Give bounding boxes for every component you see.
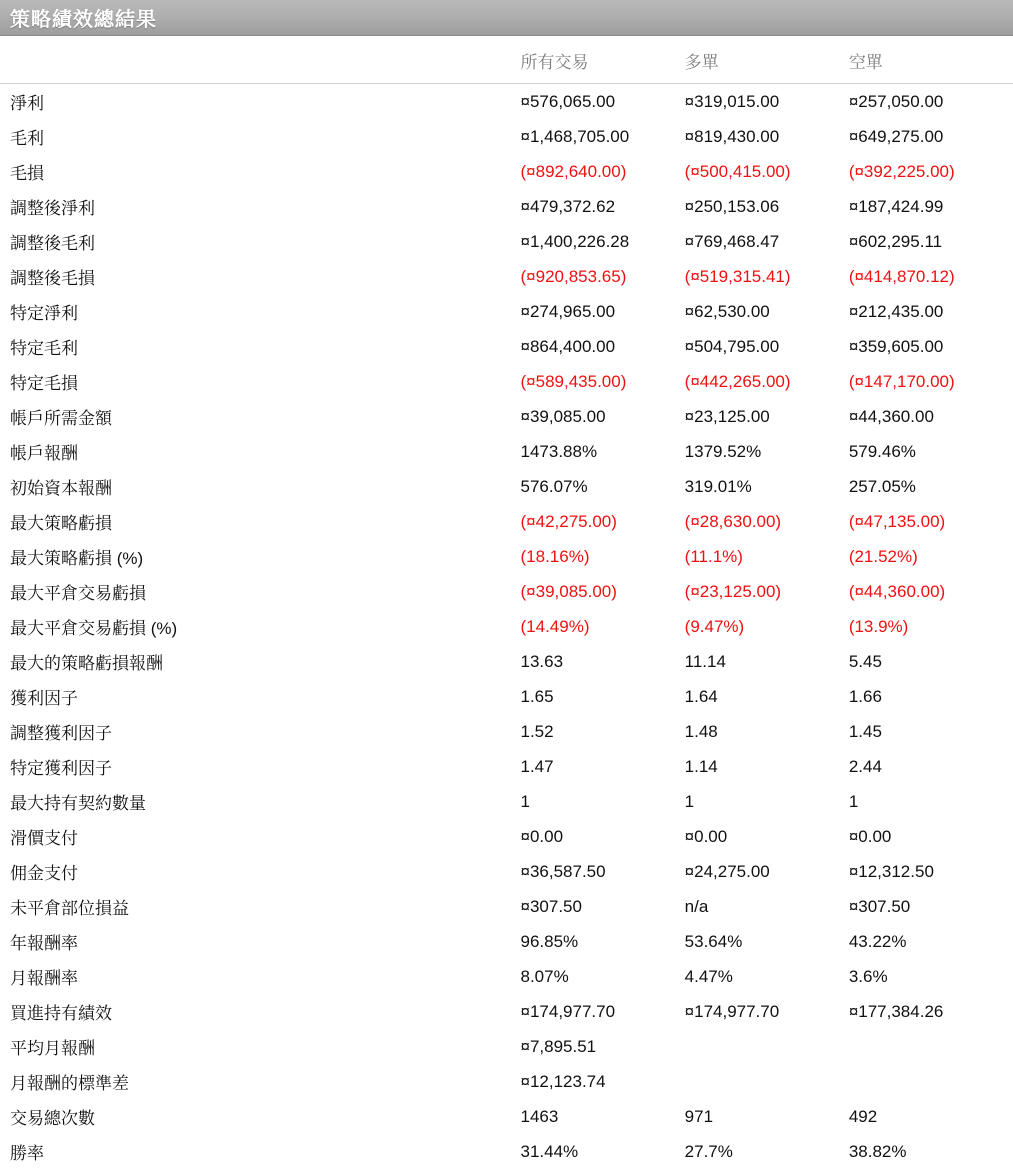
metric-value-all-trades: ¤1,468,705.00 [521, 119, 685, 154]
metric-value-short-trades: ¤187,424.99 [849, 189, 1013, 224]
metric-value-long-trades [685, 1029, 849, 1064]
metric-value-long-trades: 1379.52% [685, 434, 849, 469]
table-row [0, 189, 1013, 224]
metric-value-all-trades: ¤864,400.00 [521, 329, 685, 364]
metric-value-short-trades: ¤602,295.11 [849, 224, 1013, 259]
metric-value-short-trades: (¤414,870.12) [849, 259, 1013, 294]
table-row [0, 294, 1013, 329]
table-row [0, 854, 1013, 889]
metric-value-short-trades [849, 1064, 1013, 1099]
metric-label: 調整獲利因子 [0, 714, 521, 749]
metric-label: 獲利因子 [0, 679, 521, 714]
window-title-bar [0, 0, 1013, 36]
metric-value-long-trades: n/a [685, 889, 849, 924]
metric-label: 滑價支付 [0, 819, 521, 854]
table-row [0, 329, 1013, 364]
metric-value-short-trades: 1.66 [849, 679, 1013, 714]
metric-value-all-trades: ¤39,085.00 [521, 399, 685, 434]
table-row [0, 1029, 1013, 1064]
metric-label: 調整後毛損 [0, 259, 521, 294]
metric-value-long-trades: ¤504,795.00 [685, 329, 849, 364]
metric-value-long-trades: (¤519,315.41) [685, 259, 849, 294]
metric-value-short-trades: ¤12,312.50 [849, 854, 1013, 889]
metric-value-long-trades: ¤24,275.00 [685, 854, 849, 889]
metric-value-short-trades: ¤307.50 [849, 889, 1013, 924]
metric-value-all-trades: (¤42,275.00) [521, 504, 685, 539]
metric-label: 月報酬的標準差 [0, 1064, 521, 1099]
metric-label: 未平倉部位損益 [0, 889, 521, 924]
metric-value-long-trades: 11.14 [685, 644, 849, 679]
column-header-short-trades: 空單 [849, 36, 1013, 84]
metric-value-short-trades: ¤44,360.00 [849, 399, 1013, 434]
table-row [0, 539, 1013, 574]
metric-value-all-trades: ¤274,965.00 [521, 294, 685, 329]
table-row [0, 784, 1013, 819]
metric-value-long-trades: 971 [685, 1099, 849, 1134]
metric-value-long-trades: 27.7% [685, 1134, 849, 1169]
metric-label: 佣金支付 [0, 854, 521, 889]
metric-value-all-trades: ¤0.00 [521, 819, 685, 854]
metric-value-long-trades: (¤23,125.00) [685, 574, 849, 609]
metric-label: 平均月報酬 [0, 1029, 521, 1064]
metric-value-all-trades: 1473.88% [521, 434, 685, 469]
metric-value-long-trades: ¤250,153.06 [685, 189, 849, 224]
table-row [0, 1064, 1013, 1099]
metric-value-all-trades: 576.07% [521, 469, 685, 504]
table-row [0, 1099, 1013, 1134]
table-row [0, 574, 1013, 609]
table-row [0, 714, 1013, 749]
table-row [0, 959, 1013, 994]
metric-value-long-trades: (11.1%) [685, 539, 849, 574]
table-row [0, 679, 1013, 714]
metric-value-short-trades: 2.44 [849, 749, 1013, 784]
table-row [0, 994, 1013, 1029]
column-header-metric [0, 36, 521, 84]
table-row [0, 84, 1013, 120]
metric-label: 勝率 [0, 1134, 521, 1169]
table-row [0, 1134, 1013, 1169]
metric-value-short-trades: 38.82% [849, 1134, 1013, 1169]
metric-value-short-trades: (21.52%) [849, 539, 1013, 574]
metric-label: 初始資本報酬 [0, 469, 521, 504]
metric-value-all-trades: 1.47 [521, 749, 685, 784]
table-row [0, 889, 1013, 924]
metric-value-short-trades: 492 [849, 1099, 1013, 1134]
metric-label: 毛損 [0, 154, 521, 189]
metric-value-short-trades: 1.45 [849, 714, 1013, 749]
metric-value-all-trades: ¤479,372.62 [521, 189, 685, 224]
metric-value-all-trades: ¤1,400,226.28 [521, 224, 685, 259]
table-body [0, 84, 1013, 1169]
metric-label: 最大平倉交易虧損 (%) [0, 609, 521, 644]
performance-summary-table [0, 36, 1013, 1169]
metric-value-all-trades: 13.63 [521, 644, 685, 679]
metric-label: 特定獲利因子 [0, 749, 521, 784]
metric-label: 帳戶報酬 [0, 434, 521, 469]
metric-value-long-trades: 1.48 [685, 714, 849, 749]
table-row [0, 154, 1013, 189]
metric-value-short-trades: (¤44,360.00) [849, 574, 1013, 609]
metric-label: 毛利 [0, 119, 521, 154]
table-row [0, 364, 1013, 399]
table-row [0, 259, 1013, 294]
metric-value-all-trades: (18.16%) [521, 539, 685, 574]
metric-label: 最大的策略虧損報酬 [0, 644, 521, 679]
metric-value-short-trades: 3.6% [849, 959, 1013, 994]
table-row [0, 819, 1013, 854]
metric-value-long-trades: 319.01% [685, 469, 849, 504]
table-row [0, 644, 1013, 679]
metric-value-short-trades: (¤47,135.00) [849, 504, 1013, 539]
column-header-all-trades: 所有交易 [521, 36, 685, 84]
metric-value-all-trades: 1 [521, 784, 685, 819]
metric-value-short-trades: ¤0.00 [849, 819, 1013, 854]
metric-value-all-trades: 96.85% [521, 924, 685, 959]
metric-label: 年報酬率 [0, 924, 521, 959]
metric-value-short-trades: (¤147,170.00) [849, 364, 1013, 399]
metric-value-long-trades: ¤769,468.47 [685, 224, 849, 259]
metric-value-long-trades: 4.47% [685, 959, 849, 994]
column-header-long-trades: 多單 [685, 36, 849, 84]
metric-value-long-trades: 1.64 [685, 679, 849, 714]
metric-label: 特定淨利 [0, 294, 521, 329]
metric-value-short-trades: 5.45 [849, 644, 1013, 679]
metric-value-short-trades [849, 1029, 1013, 1064]
metric-value-long-trades: (¤442,265.00) [685, 364, 849, 399]
metric-value-long-trades: ¤0.00 [685, 819, 849, 854]
metric-value-long-trades [685, 1064, 849, 1099]
metric-value-all-trades: ¤12,123.74 [521, 1064, 685, 1099]
table-header-row [0, 36, 1013, 84]
table-row [0, 924, 1013, 959]
metric-value-long-trades: ¤62,530.00 [685, 294, 849, 329]
metric-value-long-trades: ¤319,015.00 [685, 84, 849, 120]
metric-value-short-trades: 43.22% [849, 924, 1013, 959]
metric-value-short-trades: ¤212,435.00 [849, 294, 1013, 329]
table-row [0, 399, 1013, 434]
metric-value-short-trades: ¤649,275.00 [849, 119, 1013, 154]
metric-value-short-trades: ¤359,605.00 [849, 329, 1013, 364]
metric-value-short-trades: (13.9%) [849, 609, 1013, 644]
metric-value-all-trades: (¤892,640.00) [521, 154, 685, 189]
table-row [0, 504, 1013, 539]
metric-value-all-trades: ¤7,895.51 [521, 1029, 685, 1064]
table-row [0, 609, 1013, 644]
table-row [0, 224, 1013, 259]
metric-label: 特定毛損 [0, 364, 521, 399]
metric-value-all-trades: 8.07% [521, 959, 685, 994]
metric-value-long-trades: ¤174,977.70 [685, 994, 849, 1029]
metric-value-long-trades: 1 [685, 784, 849, 819]
metric-label: 最大策略虧損 (%) [0, 539, 521, 574]
metric-label: 調整後毛利 [0, 224, 521, 259]
table-row [0, 434, 1013, 469]
metric-value-all-trades: 1.52 [521, 714, 685, 749]
metric-label: 淨利 [0, 84, 521, 120]
metric-label: 月報酬率 [0, 959, 521, 994]
metric-value-short-trades: 1 [849, 784, 1013, 819]
metric-value-long-trades: (9.47%) [685, 609, 849, 644]
metric-value-long-trades: ¤23,125.00 [685, 399, 849, 434]
table-header [0, 36, 1013, 84]
metric-label: 交易總次數 [0, 1099, 521, 1134]
metric-value-all-trades: 1.65 [521, 679, 685, 714]
metric-value-all-trades: ¤36,587.50 [521, 854, 685, 889]
metric-value-short-trades: 257.05% [849, 469, 1013, 504]
metric-value-all-trades: (¤39,085.00) [521, 574, 685, 609]
metric-value-all-trades: (¤920,853.65) [521, 259, 685, 294]
metric-value-short-trades: ¤257,050.00 [849, 84, 1013, 120]
metric-value-short-trades: 579.46% [849, 434, 1013, 469]
metric-label: 最大策略虧損 [0, 504, 521, 539]
metric-value-long-trades: (¤500,415.00) [685, 154, 849, 189]
metric-value-all-trades: (¤589,435.00) [521, 364, 685, 399]
metric-value-long-trades: 53.64% [685, 924, 849, 959]
metric-value-all-trades: 1463 [521, 1099, 685, 1134]
metric-label: 帳戶所需金額 [0, 399, 521, 434]
metric-value-short-trades: (¤392,225.00) [849, 154, 1013, 189]
table-row [0, 469, 1013, 504]
page-title: 策略績效總結果 [10, 3, 157, 32]
metric-value-long-trades: 1.14 [685, 749, 849, 784]
metric-value-all-trades: (14.49%) [521, 609, 685, 644]
metric-label: 特定毛利 [0, 329, 521, 364]
metric-value-all-trades: 31.44% [521, 1134, 685, 1169]
table-row [0, 119, 1013, 154]
metric-value-long-trades: ¤819,430.00 [685, 119, 849, 154]
metric-label: 買進持有績效 [0, 994, 521, 1029]
metric-value-all-trades: ¤174,977.70 [521, 994, 685, 1029]
metric-value-short-trades: ¤177,384.26 [849, 994, 1013, 1029]
metric-label: 最大平倉交易虧損 [0, 574, 521, 609]
metric-value-all-trades: ¤307.50 [521, 889, 685, 924]
metric-label: 最大持有契約數量 [0, 784, 521, 819]
metric-value-long-trades: (¤28,630.00) [685, 504, 849, 539]
metric-value-all-trades: ¤576,065.00 [521, 84, 685, 120]
metric-label: 調整後淨利 [0, 189, 521, 224]
table-row [0, 749, 1013, 784]
